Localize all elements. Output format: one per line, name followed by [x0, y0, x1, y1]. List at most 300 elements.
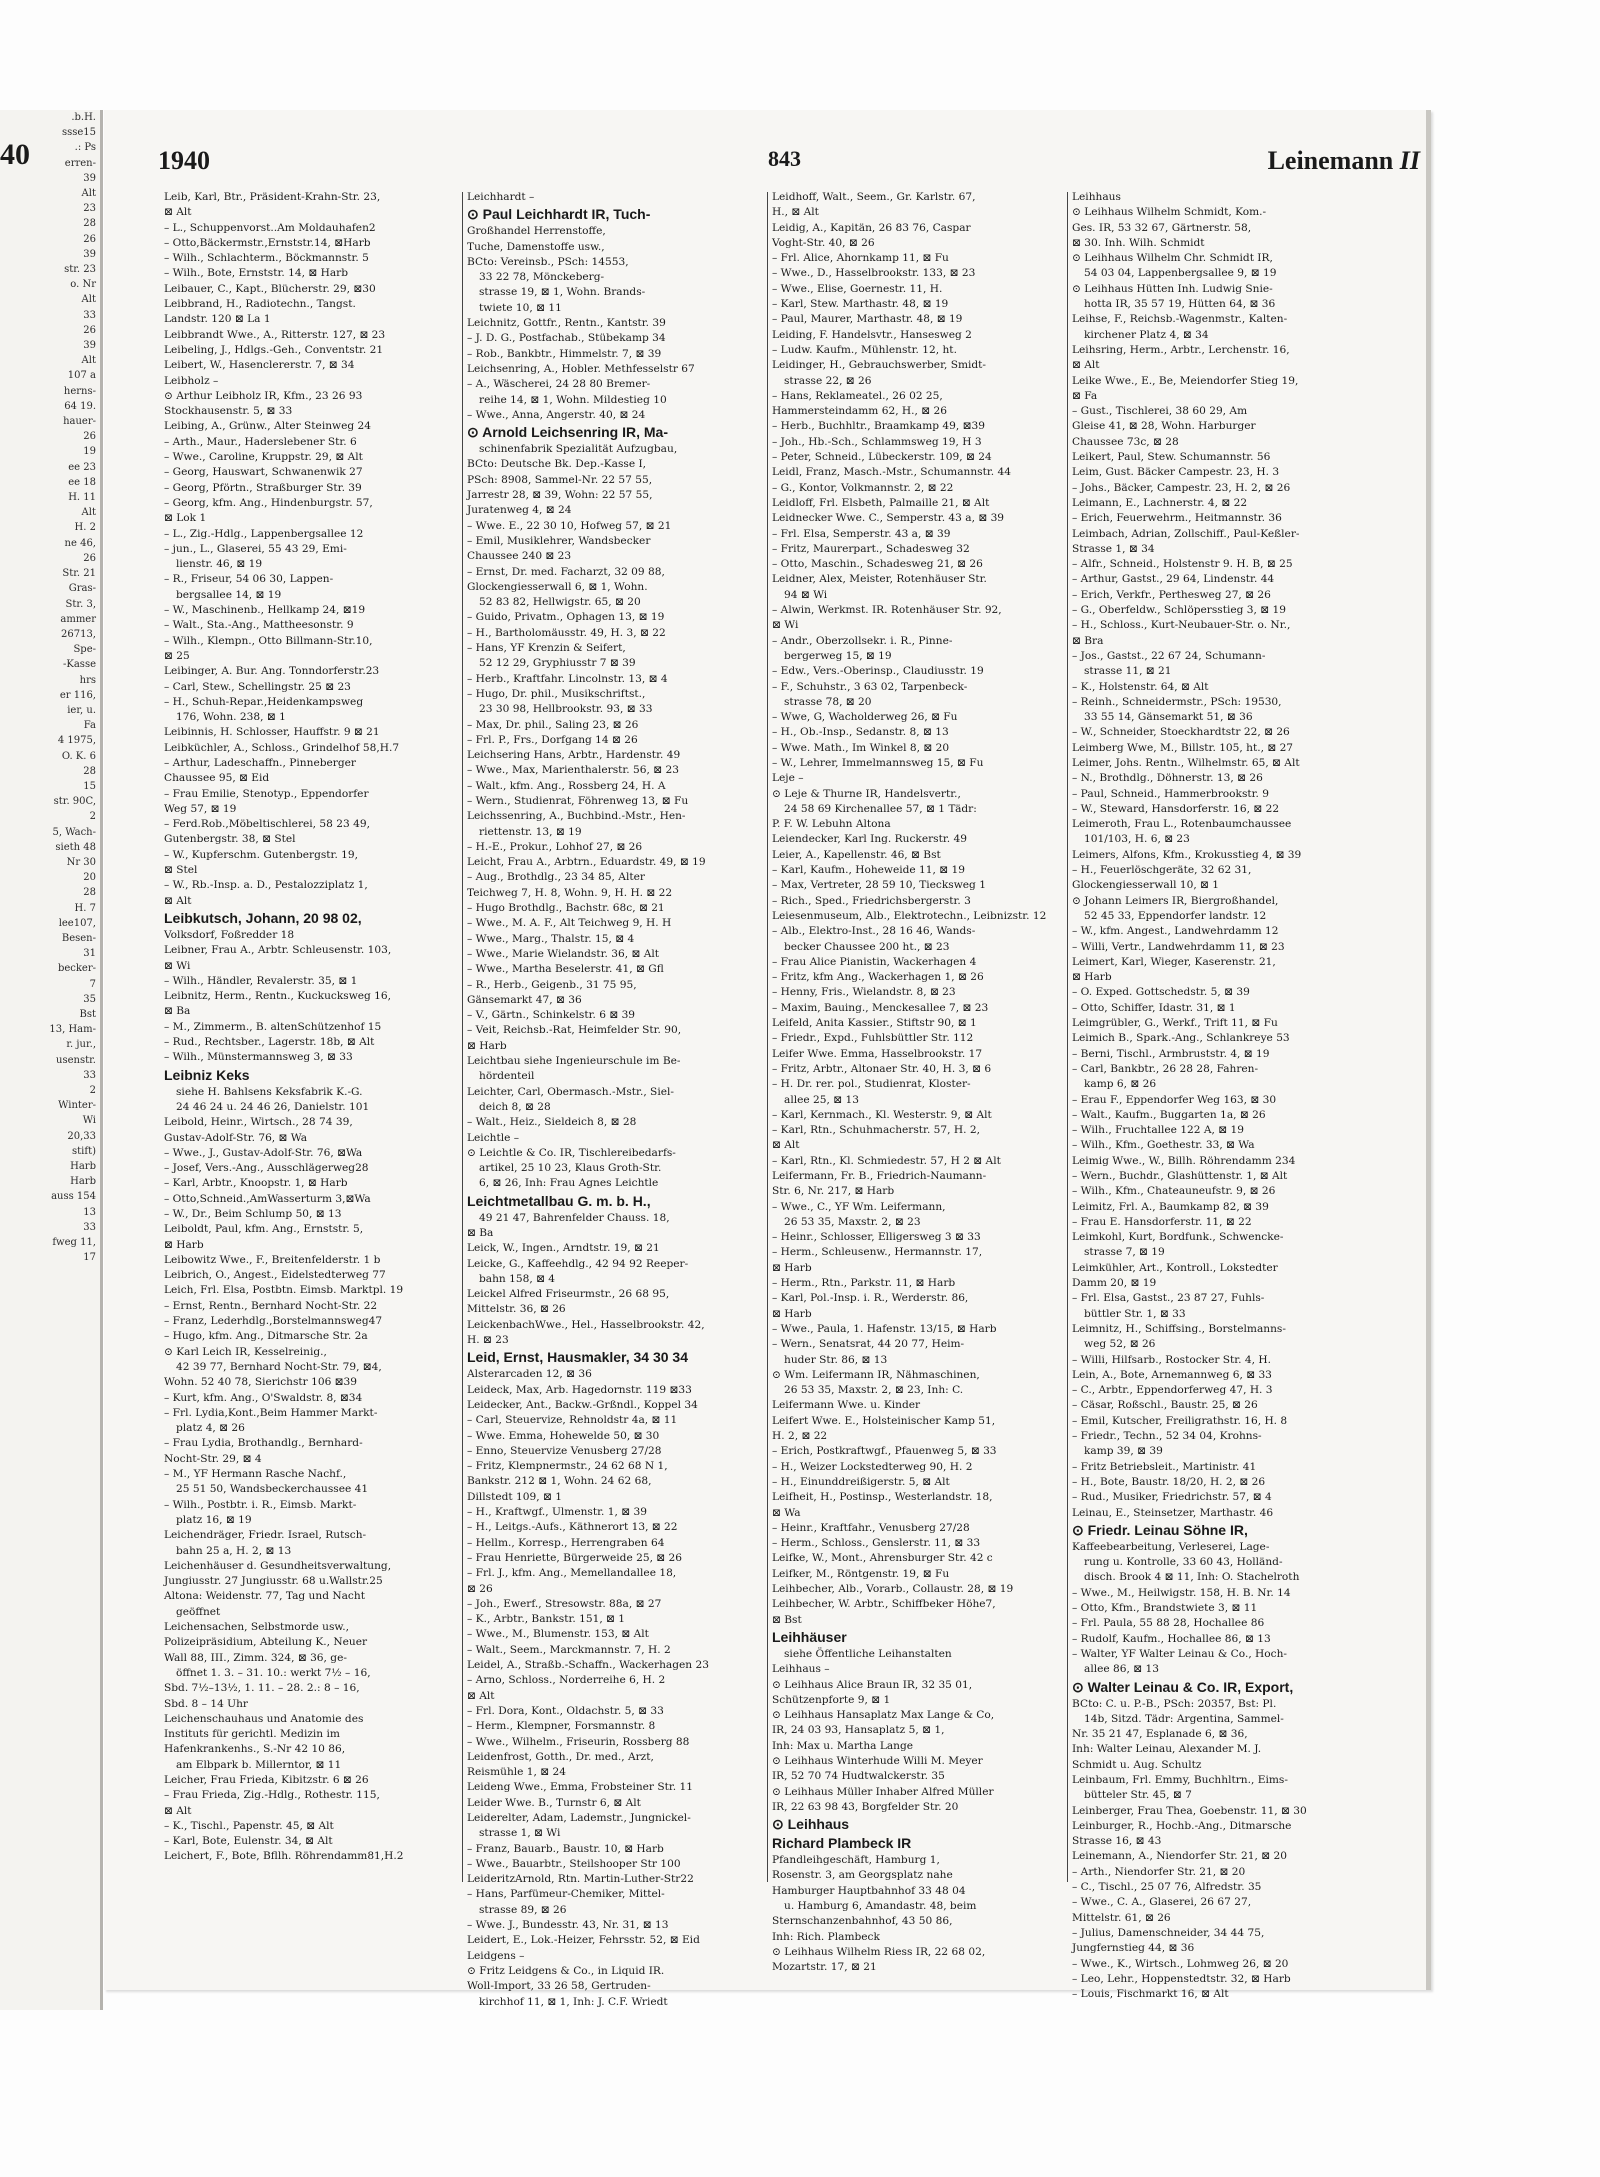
directory-entry-line: – W., Schneider, Stoeckhardtstr 22, ⊠ 26 [1072, 726, 1290, 739]
directory-entry-line: H., ⊠ Alt [772, 206, 819, 219]
directory-entry-line: Hafenkrankenhs., S.-Nr 42 10 86, [164, 1743, 346, 1756]
directory-entry-line: – H., Einunddreißigerstr. 5, ⊠ Alt [772, 1475, 950, 1488]
directory-entry-line: Leimitz, Frl. A., Baumkamp 82, ⊠ 39 [1072, 1200, 1269, 1213]
directory-entry-line: IR, 52 70 74 Hudtwalckerstr. 35 [772, 1770, 945, 1783]
directory-entry-line: ⊠ Alt [164, 206, 192, 219]
directory-entry-line: Leichenschauhaus und Anatomie des [164, 1712, 364, 1725]
directory-entry-line: bergsallee 14, ⊠ 19 [176, 588, 282, 601]
directory-column-4 [1072, 190, 1364, 2001]
directory-entry-line: öffnet 1. 3. – 31. 10.: werkt 7½ – 16, [176, 1666, 371, 1679]
directory-entry-line: artikel, 25 10 23, Klaus Groth-Str. [479, 1162, 662, 1175]
adjacent-page-fragment: fweg 11, [52, 1237, 96, 1249]
directory-entry-line: Schützenpforte 9, ⊠ 1 [772, 1693, 891, 1706]
directory-entry-line: – Georg, Hauswart, Schwanenwik 27 [164, 466, 363, 479]
adjacent-page-fragment: O. K. 6 [61, 750, 96, 762]
directory-entry-line: ⊠ Harb [772, 1261, 812, 1274]
directory-entry-line: – Wwe., Wilhelm., Friseurin, Rossberg 88 [467, 1735, 690, 1748]
directory-entry-line: Leidecker, Ant., Backw.-Grßndl., Koppel 34 [467, 1398, 698, 1411]
directory-entry-line: PSch: 8908, Sammel-Nr. 22 57 55, [467, 473, 653, 486]
directory-entry-line: – Max, Vertreter, 28 59 10, Tiecksweg 1 [772, 879, 986, 892]
directory-entry-line: Leibinger, A. Bur. Ang. Tonndorferstr.23 [164, 665, 380, 678]
directory-entry-line: – Hugo Brothdlg., Bachstr. 68c, ⊠ 21 [467, 902, 665, 915]
directory-entry-line: – Wwe., Marg., Thalstr. 15, ⊠ 4 [467, 932, 635, 945]
directory-entry-line: – Wilh., Händler, Revalerstr. 35, ⊠ 1 [164, 974, 358, 987]
directory-entry-line: Leidloff, Frl. Elsbeth, Palmaille 21, ⊠ Alt [772, 496, 990, 509]
directory-entry-line: schinenfabrik Spezialität Aufzugbau, [479, 443, 678, 456]
directory-entry-line: – Herb., Buchhltr., Braamkamp 49, ⊠39 [772, 420, 985, 433]
directory-entry-line: Juratenweg 4, ⊠ 24 [467, 504, 572, 517]
directory-entry-line: Instituts für gerichtl. Medizin im [164, 1728, 340, 1741]
adjacent-page-header: 40 [0, 138, 30, 171]
directory-entry-line: strasse 1, ⊠ Wi [479, 1827, 561, 1840]
directory-entry-line: Volksdorf, Foßredder 18 [164, 928, 295, 941]
directory-entry-line: Leibniz Keks [164, 1066, 250, 1083]
directory-entry-line: Gänsemarkt 47, ⊠ 36 [467, 993, 582, 1006]
directory-entry-line: reihe 14, ⊠ 1, Wohn. Mildestieg 10 [479, 393, 667, 406]
directory-entry-line: Str. 6, Nr. 217, ⊠ Harb [772, 1185, 895, 1198]
directory-entry-line: Leidner, Alex, Meister, Rotenhäuser Str. [772, 573, 987, 586]
adjacent-page-fragment: o. Nr [70, 279, 96, 291]
directory-entry-line: 23 30 98, Hellbrookstr. 93, ⊠ 33 [479, 703, 653, 716]
directory-entry-line: Lein, A., Bote, Arnemannweg 6, ⊠ 33 [1072, 1368, 1272, 1381]
directory-entry-line: Leickel Alfred Friseurmstr., 26 68 95, [467, 1288, 670, 1301]
directory-entry-line: Leike Wwe., E., Be, Meiendorfer Stieg 19, [1072, 374, 1299, 387]
adjacent-page-fragment: Gras- [68, 583, 96, 595]
directory-entry-line: Leibing, A., Grünw., Alter Steinweg 24 [164, 420, 371, 433]
adjacent-page-fragment: 26 [83, 552, 96, 564]
directory-entry-line: Inh: Rich. Plambeck [772, 1930, 880, 1943]
directory-entry-line: – G., Oberfeldw., Schlöpersstieg 3, ⊠ 19 [1072, 604, 1286, 617]
directory-entry-line: Leihbecher, W. Arbtr., Schiffbeker Höhe7, [772, 1598, 996, 1611]
directory-entry-line: ⊠ Stel [164, 864, 198, 877]
directory-entry-line: Leihbecher, Alb., Vorarb., Collaustr. 28, ⊠ 19 [772, 1583, 1014, 1596]
directory-entry-line: Landstr. 120 ⊠ La 1 [164, 313, 271, 326]
directory-entry-line: – V., Gärtn., Schinkelstr. 6 ⊠ 39 [467, 1009, 636, 1022]
directory-entry-line: Jarrestr 28, ⊠ 39, Wohn: 22 57 55, [467, 489, 653, 502]
directory-entry-line: 14b, Sitzd. Tädr: Argentina, Sammel- [1084, 1712, 1284, 1725]
adjacent-page-fragment: 107 a [67, 370, 96, 382]
directory-entry-line: – N., Brothdlg., Döhnerstr. 13, ⊠ 26 [1072, 772, 1263, 785]
directory-entry-line: ⊠ Harb [164, 1238, 204, 1251]
directory-entry-line: 42 39 77, Bernhard Nocht-Str. 79, ⊠4, [176, 1360, 382, 1373]
directory-entry-line: 52 12 29, Gryphiusstr 7 ⊠ 39 [479, 657, 636, 670]
directory-entry-line: Leifermann, Fr. B., Friedrich-Naumann- [772, 1170, 987, 1182]
directory-entry-line: ⊠ Lok 1 [164, 512, 207, 525]
directory-entry-line: 25 51 50, Wandsbeckerchaussee 41 [176, 1483, 369, 1496]
adjacent-page-fragment: 26 [83, 324, 96, 336]
directory-entry-line: – H., Leitgs.-Aufs., Käthnerort 13, ⊠ 22 [467, 1521, 678, 1534]
directory-entry-line: Alsterarcaden 12, ⊠ 36 [467, 1368, 592, 1381]
directory-entry-line: Leiesenmuseum, Alb., Elektrotechn., Leibnizstr. 12 [772, 909, 1047, 922]
directory-entry-line: 52 45 33, Eppendorfer landstr. 12 [1084, 909, 1267, 922]
directory-entry-line: Leibholz – [164, 374, 219, 387]
directory-entry-line: – Otto,Bäckermstr.,Ernststr.14, ⊠Harb [164, 236, 371, 249]
directory-entry-line: – Karl, Arbtr., Knoopstr. 1, ⊠ Harb [164, 1177, 348, 1190]
directory-entry-line: Richard Plambeck IR [772, 1835, 912, 1852]
directory-entry-line: 26 53 35, Maxstr. 2, ⊠ 23, Inh: C. [784, 1384, 964, 1397]
directory-entry-line: Leidig, A., Kapitän, 26 83 76, Caspar [772, 221, 971, 234]
page-number: 843 [768, 146, 801, 171]
directory-entry-line: kamp 6, ⊠ 26 [1084, 1078, 1157, 1091]
directory-entry-line: Leidnecker Wwe. C., Semperstr. 43 a, ⊠ 39 [772, 512, 1005, 525]
directory-entry-line: Leideng Wwe., Emma, Frobsteiner Str. 11 [467, 1781, 693, 1794]
directory-entry-line: Mozartstr. 17, ⊠ 21 [772, 1961, 877, 1974]
directory-entry-line: Mittelstr. 61, ⊠ 26 [1072, 1911, 1171, 1924]
adjacent-page-fragment: 26713, [61, 628, 96, 640]
adjacent-page-fragment: ammer [60, 613, 96, 625]
page-header [158, 146, 1420, 186]
directory-entry-line: – Karl, Stew. Marthastr. 48, ⊠ 19 [772, 298, 949, 311]
directory-entry-line: – Frl. Elsa, Gastst., 23 87 27, Fuhls- [1072, 1292, 1265, 1305]
directory-entry-line: Schmidt u. Aug. Schultz [1072, 1758, 1202, 1771]
directory-entry-line: Ges. IR, 53 32 67, Gärtnerstr. 58, [1072, 221, 1252, 234]
directory-entry-line: Leichtle – [467, 1131, 520, 1144]
directory-entry-line: – Arno, Schloss., Norderreihe 6, H. 2 [467, 1674, 666, 1687]
directory-entry-line: – Karl, Bote, Eulenstr. 34, ⊠ Alt [164, 1835, 333, 1848]
adjacent-page-fragment: 2 [89, 1085, 96, 1096]
directory-entry-line: – Paul, Maurer, Marthastr. 48, ⊠ 19 [772, 313, 963, 326]
directory-entry-line: Leifermann Wwe. u. Kinder [772, 1399, 921, 1412]
directory-entry-line: ⊙ Leihhaus Winterhude Willi M. Meyer [772, 1754, 983, 1767]
directory-entry-line: platz 4, ⊠ 26 [176, 1422, 245, 1435]
directory-entry-line: allee 25, ⊠ 13 [784, 1093, 859, 1106]
directory-entry-line: kirchener Platz 4, ⊠ 34 [1084, 328, 1209, 341]
directory-entry-line: – Joh., Hb.-Sch., Schlammsweg 19, H 3 [772, 435, 982, 448]
directory-entry-line: – Maxim, Bauing., Menckesallee 7, ⊠ 23 [772, 1001, 989, 1014]
directory-entry-line: Hammersteindamm 62, H., ⊠ 26 [772, 405, 947, 418]
directory-entry-line: – Ferd.Rob.,Möbeltischlerei, 58 23 49, [164, 818, 370, 831]
directory-entry-line: Gustav-Adolf-Str. 76, ⊠ Wa [164, 1131, 308, 1144]
directory-entry-line: – R., Herb., Geigenb., 31 75 95, [467, 978, 637, 991]
directory-entry-line: – Fritz, Klempnermstr., 24 62 68 N 1, [467, 1460, 668, 1473]
directory-entry-line: – Wwe., M., Heilwigstr. 158, H. B. Nr. 14 [1072, 1586, 1291, 1599]
adjacent-page-fragment: Spe- [73, 644, 96, 656]
directory-entry-line: büttler Str. 1, ⊠ 33 [1084, 1307, 1186, 1320]
directory-entry-line: – Andr., Oberzollsekr. i. R., Pinne- [772, 634, 953, 647]
directory-entry-line: Leichsenring, A., Hobler. Methfesselstr 67 [467, 362, 695, 375]
directory-entry-line: – Fritz, Maurerpart., Schadesweg 32 [772, 542, 970, 555]
directory-entry-line: riettenstr. 13, ⊠ 19 [479, 825, 582, 838]
directory-entry-line: 52 83 82, Hellwigstr. 65, ⊠ 20 [479, 596, 641, 609]
directory-entry-line: hördenteil [479, 1070, 535, 1083]
directory-entry-line: strasse 78, ⊠ 20 [784, 695, 872, 708]
directory-entry-line: – Wwe., D., Hasselbrookstr. 133, ⊠ 23 [772, 267, 976, 280]
adjacent-page-fragment: r. jur., [66, 1039, 96, 1051]
directory-entry-line: – Wilh., Kfm., Chateauneufstr. 9, ⊠ 26 [1072, 1185, 1276, 1198]
directory-entry-line: ⊠ Harb [467, 1039, 507, 1052]
adjacent-page-fragment: Bst [79, 1008, 96, 1020]
directory-entry-line: – W., Dr., Beim Schlump 50, ⊠ 13 [164, 1208, 342, 1220]
directory-entry-line: – Frau Emilie, Stenotyp., Eppendorfer [164, 787, 369, 800]
directory-entry-line: Nr. 35 21 47, Esplanade 6, ⊠ 36, [1072, 1728, 1248, 1741]
adjacent-page-fragment: 33 [83, 1069, 96, 1081]
running-head [1268, 146, 1420, 176]
directory-entry-line: Leje – [772, 772, 804, 785]
adjacent-page-fragment: H. 7 [74, 902, 96, 914]
directory-entry-line: Leimkühler, Art., Kontroll., Lokstedter [1072, 1261, 1278, 1274]
directory-entry-line: Damm 20, ⊠ 19 [1072, 1277, 1157, 1290]
directory-entry-line: Leinbaum, Frl. Emmy, Buchhltrn., Eims- [1072, 1773, 1288, 1786]
directory-entry-line: Leimbach, Adrian, Zollschiff., Paul-Keßler- [1072, 527, 1300, 540]
adjacent-page-fragment: 7 [89, 978, 96, 990]
directory-entry-line: ⊠ Harb [1072, 971, 1112, 984]
adjacent-page-fragment: stift) [72, 1145, 96, 1157]
directory-entry-line: platz 16, ⊠ 19 [176, 1513, 252, 1526]
directory-entry-line: BCto: Deutsche Bk. Dep.-Kasse I, [467, 458, 647, 471]
directory-entry-line: – Franz, Bauarb., Baustr. 10, ⊠ Harb [467, 1842, 664, 1855]
directory-entry-line: ⊙ Friedr. Leinau Söhne IR, [1072, 1521, 1248, 1538]
directory-entry-line: – Arth., Niendorfer Str. 21, ⊠ 20 [1072, 1865, 1246, 1878]
directory-entry-line: Leibold, Heinr., Wirtsch., 28 74 39, [164, 1116, 353, 1129]
directory-entry-line: Leich, Frl. Elsa, Postbtn. Eimsb. Marktpl. 19 [164, 1284, 404, 1297]
directory-entry-line: Leidgens – [467, 1949, 525, 1962]
directory-entry-line: Leichsering Hans, Arbtr., Hardenstr. 49 [467, 749, 681, 762]
directory-entry-line: Leibbrand, H., Radiotechn., Tangst. [164, 298, 356, 311]
directory-entry-line: Leinau, E., Steinsetzer, Marthastr. 46 [1072, 1506, 1274, 1519]
directory-entry-line: – Carl, Steuervize, Rehnoldstr 4a, ⊠ 11 [467, 1414, 678, 1427]
directory-entry-line: Leinberger, Frau Thea, Goebenstr. 11, ⊠ 30 [1072, 1804, 1307, 1817]
directory-entry-line: Großhandel Herrenstoffe, [467, 225, 606, 238]
adjacent-page-fragment: Fa [83, 720, 96, 732]
directory-entry-line: Leib, Karl, Btr., Präsident-Krahn-Str. 23, [164, 191, 381, 203]
directory-entry-line: strasse 22, ⊠ 26 [784, 374, 872, 387]
directory-entry-line: – Wilh., Schlachterm., Böckmannstr. 5 [164, 252, 369, 265]
directory-entry-line: P. F. W. Lebuhn Altona [772, 818, 891, 831]
directory-entry-line: – C., Tischl., 25 07 76, Alfredstr. 35 [1072, 1881, 1262, 1894]
column-rule [462, 192, 463, 1882]
directory-entry-line: Leifer Wwe. Emma, Hasselbrookstr. 17 [772, 1047, 983, 1060]
directory-entry-line: Leiboldt, Paul, kfm. Ang., Ernststr. 5, [164, 1223, 364, 1236]
directory-entry-line: – Willi, Hilfsarb., Rostocker Str. 4, H. [1072, 1353, 1271, 1366]
directory-entry-line: bahn 25 a, H. 2, ⊠ 13 [176, 1544, 292, 1557]
directory-entry-line: strasse 11, ⊠ 21 [1084, 665, 1172, 678]
directory-entry-line: ⊠ Harb [772, 1307, 812, 1320]
directory-entry-line: – L., Schuppenvorst..Am Moldauhafen2 [164, 221, 376, 234]
directory-entry-line: – H., Kraftwgf., Ulmenstr. 1, ⊠ 39 [467, 1506, 647, 1519]
directory-entry-line: 26 53 35, Maxstr. 2, ⊠ 23 [784, 1215, 921, 1228]
directory-entry-line: – Carl, Stew., Schellingstr. 25 ⊠ 23 [164, 680, 351, 693]
directory-entry-line: – Karl, Rtn., Schuhmacherstr. 57, H. 2, [772, 1124, 980, 1137]
directory-entry-line: Leibküchler, A., Schloss., Grindelhof 58,H.7 [164, 741, 400, 754]
directory-entry-line: – Aug., Brothdlg., 23 34 85, Alter [467, 871, 645, 884]
directory-entry-line: Leiding, F. Handelsvtr., Hansesweg 2 [772, 328, 972, 341]
directory-entry-line: – Rudolf, Kaufm., Hochallee 86, ⊠ 13 [1072, 1632, 1271, 1645]
directory-entry-line: – Rich., Sped., Friedrichsbergerstr. 3 [772, 894, 971, 907]
directory-entry-line: – Herm., Klempner, Forsmannstr. 8 [467, 1720, 656, 1733]
directory-entry-line: – M., Zimmerm., B. altenSchützenhof 15 [164, 1020, 382, 1033]
directory-entry-line: – Emil, Musiklehrer, Wandsbecker [467, 534, 651, 547]
directory-entry-line: – Walt., Heiz., Sieldeich 8, ⊠ 28 [467, 1116, 637, 1129]
directory-entry-line: Leibbrandt Wwe., A., Ritterstr. 127, ⊠ 23 [164, 328, 386, 341]
directory-entry-line: disch. Brook 4 ⊠ 11, Inh: O. Stachelroth [1084, 1571, 1300, 1584]
directory-entry-line: Leibauer, C., Kapt., Blücherstr. 29, ⊠30 [164, 282, 376, 295]
directory-entry-line: Altona: Weidenstr. 77, Tag und Nacht [164, 1590, 365, 1603]
adjacent-page-fragment: Alt [81, 355, 96, 367]
directory-entry-line: – Ernst, Dr. med. Facharzt, 32 09 88, [467, 565, 665, 578]
directory-entry-line: – Wwe., C., YF Wm. Leifermann, [772, 1200, 946, 1213]
adjacent-page-fragment: 19 [83, 446, 96, 458]
directory-entry-line: – Karl, Pol.-Insp. i. R., Werderstr. 86, [772, 1292, 969, 1305]
directory-entry-line: – Alfr., Schneid., Holstenstr 9. H. B, ⊠ 25 [1072, 558, 1293, 571]
adjacent-page-fragment: 13, Ham- [49, 1024, 96, 1036]
adjacent-page-fragment: er 116, [59, 689, 96, 701]
directory-entry-line: – Georg, kfm. Ang., Hindenburgstr. 57, [164, 496, 373, 509]
directory-entry-line: – Georg, Pförtn., Straßburger Str. 39 [164, 481, 362, 494]
directory-entry-line: Chaussee 73c, ⊠ 28 [1072, 435, 1179, 448]
directory-entry-line: 101/103, H. 6, ⊠ 23 [1084, 833, 1190, 846]
adjacent-page-fragment: herns- [63, 385, 96, 397]
directory-entry-line: – Otto, Schiffer, Idastr. 31, ⊠ 1 [1072, 1001, 1236, 1014]
directory-entry-line: – Alwin, Werkmst. IR. Rotenhäuser Str. 92, [772, 604, 1002, 617]
directory-entry-line: ⊙ Leichtle & Co. IR, Tischlereibedarfs- [467, 1146, 676, 1159]
directory-entry-line: – Wwe., Anna, Angerstr. 40, ⊠ 24 [467, 408, 646, 421]
directory-entry-line: Jungfernstieg 44, ⊠ 36 [1072, 1942, 1195, 1955]
directory-entry-line: – Frau E. Hansdorferstr. 11, ⊠ 22 [1072, 1215, 1252, 1228]
directory-entry-line: – Frau Frieda, Zig.-Hdlg., Rothestr. 115, [164, 1789, 380, 1802]
directory-entry-line: – Willi, Vertr., Landwehrdamm 11, ⊠ 23 [1072, 940, 1285, 953]
directory-entry-line: ⊠ 26 [467, 1582, 493, 1595]
directory-entry-line: Kaffeebearbeitung, Verleserei, Lage- [1072, 1540, 1270, 1553]
directory-entry-line: BCto: C. u. P.-B., PSch: 20357, Bst: Pl. [1072, 1697, 1277, 1710]
directory-entry-line: Leichenhäuser d. Gesundheitsverwaltung, [164, 1559, 392, 1572]
directory-entry-line: – Carl, Bankbtr., 26 28 28, Fahren- [1072, 1062, 1259, 1075]
adjacent-page-fragment: 20 [83, 872, 96, 884]
directory-entry-line: – Frau Lydia, Brothandlg., Bernhard- [164, 1437, 363, 1450]
directory-entry-line: Leihsring, Herm., Arbtr., Lerchenstr. 16, [1072, 343, 1290, 356]
directory-entry-line: – W., Maschinenb., Hellkamp 24, ⊠19 [164, 604, 366, 617]
adjacent-page-fragment: Winter- [58, 1100, 96, 1112]
directory-entry-line: kirchhof 11, ⊠ 1, Inh: J. C.F. Wriedt [479, 1995, 668, 2008]
adjacent-page-edge [0, 110, 103, 2010]
directory-entry-line: LeideritzArnold, Rtn. Martin-Luther-Str22 [467, 1873, 694, 1886]
adjacent-page-fragment: Alt [81, 507, 96, 519]
directory-entry-line: 33 22 78, Mönckeberg- [479, 271, 605, 284]
directory-entry-line: – Wern., Studienrat, Föhrenweg 13, ⊠ Fu [467, 794, 689, 807]
adjacent-page-fragment: .b.H. [71, 112, 96, 123]
directory-entry-line: – Wwe. Emma, Hohewelde 50, ⊠ 30 [467, 1429, 660, 1442]
directory-entry-line: deich 8, ⊠ 28 [479, 1100, 551, 1113]
directory-entry-line: Leider Wwe. B., Turnstr 6, ⊠ Alt [467, 1796, 641, 1809]
directory-entry-line: Leichensachen, Selbstmorde usw., [164, 1621, 349, 1634]
adjacent-page-fragment: hauer- [63, 416, 96, 428]
directory-entry-line: – Wwe., J., Gustav-Adolf-Str. 76, ⊠Wa [164, 1146, 363, 1159]
directory-entry-line: Leichert, F., Bote, Bfllh. Röhrendamm81,H.2 [164, 1850, 404, 1863]
directory-entry-line: – Gust., Tischlerei, 38 60 29, Am [1072, 405, 1248, 418]
directory-entry-line: Leidhoff, Walt., Seem., Gr. Karlstr. 67, [772, 191, 976, 203]
directory-entry-line: – W., Kupferschm. Gutenbergstr. 19, [164, 848, 359, 861]
directory-column-2 [467, 190, 759, 2008]
directory-entry-line: – Frl. Alice, Ahornkamp 11, ⊠ Fu [772, 252, 949, 265]
directory-entry-line: Wohn. 52 40 78, Sierichstr 106 ⊠39 [164, 1376, 358, 1389]
directory-entry-line: ⊠ Ba [164, 1005, 191, 1018]
directory-entry-line: ⊠ Wa [772, 1506, 801, 1519]
directory-entry-line: ⊙ Fritz Leidgens & Co., in Liquid IR. [467, 1964, 665, 1977]
directory-entry-line: – H., Bote, Baustr. 18/20, H. 2, ⊠ 26 [1072, 1475, 1266, 1488]
directory-entry-line: – Fritz, kfm Ang., Wackerhagen 1, ⊠ 26 [772, 971, 984, 984]
directory-entry-line: – Emil, Kutscher, Freiligrathstr. 16, H. 8 [1072, 1414, 1288, 1427]
directory-entry-line: Sbd. 7½–13½, 1. 11. – 28. 2.: 8 – 16, [164, 1682, 360, 1695]
directory-entry-line: – Erich, Postkraftwgf., Pfauenweg 5, ⊠ 33 [772, 1445, 997, 1458]
directory-entry-line: Leihhäuser [772, 1628, 847, 1645]
column-rule [767, 192, 768, 1882]
adjacent-page-fragment: 5, Wach- [52, 826, 96, 838]
adjacent-page-fragment: 15 [83, 780, 96, 792]
directory-entry-line: ⊠ Alt [164, 894, 192, 907]
directory-entry-line: – Herb., Kraftfahr. Lincolnstr. 13, ⊠ 4 [467, 672, 668, 685]
directory-entry-line: Leimann, E., Lachnerstr. 4, ⊠ 22 [1072, 496, 1248, 509]
directory-entry-line: – Karl, Rtn., Kl. Schmiedestr. 57, H 2 ⊠ Alt [772, 1154, 1001, 1167]
directory-entry-line: – Wern., Senatsrat, 44 20 77, Heim- [772, 1338, 965, 1351]
directory-entry-line: 33 55 14, Gänsemarkt 51, ⊠ 36 [1084, 711, 1253, 724]
directory-entry-line: Leihhaus [1072, 191, 1121, 203]
directory-entry-line: ⊠ Alt [1072, 359, 1100, 372]
directory-entry-line: – Walter, YF Walter Leinau & Co., Hoch- [1072, 1647, 1288, 1660]
adjacent-page-fragment: -Kasse [63, 659, 96, 671]
directory-entry-line: – Josef, Vers.-Ang., Ausschlägerweg28 [164, 1162, 369, 1175]
adjacent-page-fragment: usenstr. [56, 1054, 96, 1066]
directory-entry-line: ⊠ Ba [467, 1227, 494, 1239]
adjacent-page-fragment: Alt [81, 294, 96, 306]
directory-entry-line: Leifke, W., Mont., Ahrensburger Str. 42 c [772, 1552, 993, 1565]
adjacent-page-fragment: auss 154 [51, 1191, 96, 1203]
directory-entry-line: Pfandleihgeschäft, Hamburg 1, [772, 1854, 940, 1867]
directory-entry-line: Leikert, Paul, Stew. Schumannstr. 56 [1072, 451, 1271, 464]
directory-entry-line: – Frau Alice Pianistin, Wackerhagen 4 [772, 955, 977, 968]
directory-entry-line: – H. Dr. rer. pol., Studienrat, Kloster- [772, 1078, 971, 1091]
directory-entry-line: – H., Feuerlöschgeräte, 32 62 31, [1072, 864, 1252, 877]
directory-entry-line: rung u. Kontrolle, 33 60 43, Holländ- [1084, 1556, 1283, 1569]
directory-entry-line: – Jos., Gastst., 22 67 24, Schumann- [1072, 649, 1266, 662]
directory-entry-line: ⊙ Leihhaus Wilhelm Chr. Schmidt IR, [1072, 252, 1273, 265]
directory-entry-line: – Wwe. E., 22 30 10, Hofweg 57, ⊠ 21 [467, 519, 672, 532]
directory-entry-line: – Ludw. Kaufm., Mühlenstr. 12, ht. [772, 343, 957, 356]
directory-entry-line: – L., Zig.-Hdlg., Lappenbergsallee 12 [164, 527, 364, 540]
directory-entry-line: hotta IR, 35 57 19, Hütten 64, ⊠ 36 [1084, 298, 1276, 311]
directory-entry-line: – Walt., Kaufm., Buggarten 1a, ⊠ 26 [1072, 1108, 1266, 1121]
page-year: 1940 [158, 146, 210, 175]
directory-entry-line: – Erich, Feuerwehrm., Heitmannstr. 36 [1072, 512, 1282, 525]
directory-entry-line: Woll-Import, 33 26 58, Gertruden- [467, 1980, 651, 1993]
directory-entry-line: H. ⊠ 23 [467, 1334, 509, 1347]
directory-entry-line: – Hugo, Dr. phil., Musikschriftst., [467, 687, 646, 700]
directory-entry-line: Leinburger, R., Hochb.-Ang., Ditmarsche [1072, 1819, 1292, 1832]
adjacent-page-fragment: erren- [64, 157, 96, 169]
directory-entry-line: Sternschanzenbahnhof, 43 50 86, [772, 1915, 953, 1928]
directory-entry-line: – Frl. Elsa, Semperstr. 43 a, ⊠ 39 [772, 527, 951, 540]
directory-entry-line: – Rob., Bankbtr., Himmelstr. 7, ⊠ 39 [467, 347, 662, 360]
directory-entry-line: – Kurt, kfm. Ang., O'Swaldstr. 8, ⊠34 [164, 1391, 363, 1404]
directory-entry-line: – Frau Henriette, Bürgerweide 25, ⊠ 26 [467, 1551, 683, 1564]
directory-entry-line: Wall 88, III., Zimm. 324, ⊠ 36, ge- [164, 1651, 347, 1664]
directory-entry-line: – K., Arbtr., Bankstr. 151, ⊠ 1 [467, 1613, 626, 1626]
directory-entry-line: Inh: Max u. Martha Lange [772, 1739, 914, 1752]
directory-entry-line: IR, 22 63 98 43, Borgfelder Str. 20 [772, 1800, 959, 1813]
directory-entry-line: – G., Kontor, Volkmannstr. 2, ⊠ 22 [772, 481, 954, 494]
directory-entry-line: Leidenfrost, Gotth., Dr. med., Arzt, [467, 1750, 654, 1763]
directory-entry-line: ⊠ Fa [1072, 389, 1098, 402]
directory-entry-line: H. 2, ⊠ 22 [772, 1430, 828, 1443]
directory-entry-line: – Frl. P., Frs., Dorfgang 14 ⊠ 26 [467, 733, 638, 746]
column-rule [1067, 192, 1068, 1882]
directory-entry-line: 6, ⊠ 26, Inh: Frau Agnes Leichtle [479, 1177, 659, 1190]
directory-entry-line: Leimich B., Spark.-Ang., Schlankreye 53 [1072, 1032, 1290, 1045]
directory-entry-line: – Wwe., M., Blumenstr. 153, ⊠ Alt [467, 1628, 649, 1641]
adjacent-page-fragment: Str. 3, [65, 598, 96, 610]
directory-entry-line: Leichssenring, A., Buchbind.-Mstr., Hen- [467, 810, 686, 823]
directory-entry-line: Leimert, Karl, Wieger, Kaserenstr. 21, [1072, 955, 1276, 968]
directory-entry-line: bahn 158, ⊠ 4 [479, 1272, 556, 1285]
adjacent-page-fragment: 17 [83, 1252, 96, 1264]
